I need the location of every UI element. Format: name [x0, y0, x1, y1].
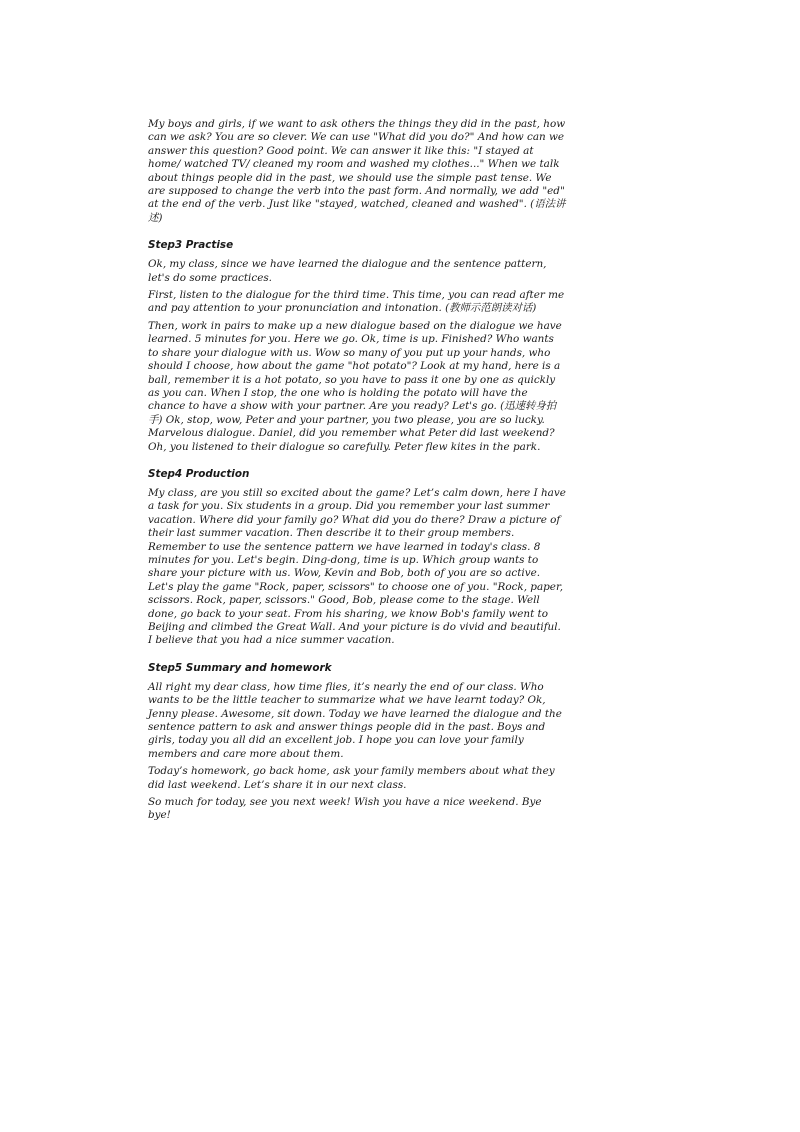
step5-paragraph-1: All right my dear class, how time flies, it’s nearly the end of our class. Who wants to be the little teacher to summarize what we have learnt today? Ok, Jenny please. Awesome, sit down. Today we have learned the dialogue and the sentence pattern to ask and answer things people did in the past. Boys and girls, today you all did an excellent job. I hope you can love your family members and care more about them.	[148, 680, 562, 760]
step3-paragraph-1: Ok, my class, since we have learned the dialogue and the sentence pattern, let's do some practices.	[148, 258, 547, 284]
document-page	[148, 118, 566, 825]
step4-heading: Step4 Production	[148, 467, 250, 480]
step4-paragraph-1: My class, are you still so excited about the game? Let’s calm down, here I have a task for you. Six students in a group. Did you remember your last summer vacation. Where did your family go? What did you do there? Draw a picture of their last summer vacation. Then describe it to their group members. Remember to use the sentence pattern we have learned in today's class. 8 minutes for you. Let's begin. Ding-dong, time is up. Which group wants to share your picture with us. Wow, Kevin and Bob, both of you are so active. Let's play the game "Rock, paper, scissors" to choose one of you. "Rock, paper, scissors. Rock, paper, scissors." Good, Bob, please come to the stage. Well done, go back to your seat. From his sharing, we know Bob's family went to Beijing and climbed the Great Wall. And your picture is do vivid and beautiful. I believe that you had a nice summer vacation.	[148, 486, 566, 647]
step3-section	[148, 239, 566, 454]
step5-paragraph-3: So much for today, see you next week! Wish you have a nice weekend. Bye bye!	[148, 796, 542, 822]
step5-section	[148, 662, 566, 823]
step3-paragraph-2: First, listen to the dialogue for the third time. This time, you can read after me and pay attention to your pronunciation and intonation. (教师示范朗读对话)	[148, 289, 565, 315]
step5-paragraph-2: Today’s homework, go back home, ask your family members about what they did last weekend. Let’s share it in our next class.	[148, 765, 555, 791]
step3-heading: Step3 Practise	[148, 239, 234, 252]
intro-paragraph: My boys and girls, if we want to ask others the things they did in the past, how can we ask? You are so clever. We can use "What did you do?" And how can we answer this question? Good point. We can answer it like this: "I stayed at home/ watched TV/ cleaned my room and washed my clothes..." When we talk about things people did in the past, we should use the simple past tense. We are supposed to change the verb into the past form. And normally, we add "ed" at the end of the verb. Just like "stayed, watched, cleaned and washed". (语法讲述)	[148, 118, 566, 224]
step4-section	[148, 468, 566, 648]
step3-paragraph-3: Then, work in pairs to make up a new dialogue based on the dialogue we have learned. 5 minutes for you. Here we go. Ok, time is up. Finished? Who wants to share your dialogue with us. Wow so many of you put up your hands, who should I choose, how about the game "hot potato"? Look at my hand, here is a ball, remember it is a hot potato, so you have to pass it one by one as quickly as you can. When I stop, the one who is holding the potato will have the chance to have a show with your partner. Are you ready? Let's go. (迅速转身拍手) Ok, stop, wow, Peter and your partner, you two please, you are so lucky. Marvelous dialogue. Daniel, did you remember what Peter did last weekend? Oh, you listened to their dialogue so carefully. Peter flew kites in the park.	[148, 319, 562, 453]
step5-heading: Step5 Summary and homework	[148, 661, 332, 674]
